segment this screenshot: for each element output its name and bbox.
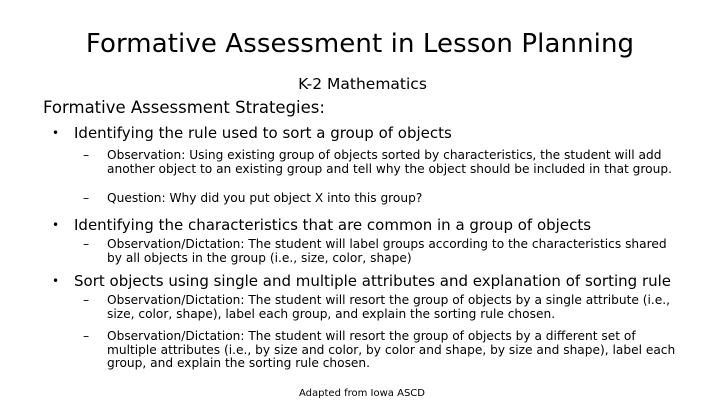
bullet-icon: •: [52, 274, 60, 288]
sub-item-text: Observation: Using existing group of objects sorted by characteristics, the student will add another object to an existing group and tell why the object should be included in that group.: [107, 148, 672, 176]
strategy-sub-item: [83, 192, 683, 206]
strategy-sub-item: [83, 294, 683, 321]
dash-icon: –: [83, 148, 90, 162]
dash-icon: –: [83, 329, 90, 343]
bullet-icon: •: [52, 126, 60, 140]
slide-subtitle: K-2 Mathematics: [298, 75, 427, 93]
strategy-label: Sort objects using single and multiple attributes and explanation of sorting rule: [74, 272, 672, 290]
sub-item-text: Question: Why did you put object X into this group?: [107, 191, 423, 205]
strategy-label: Identifying the rule used to sort a group of objects: [74, 124, 452, 142]
strategy-label: Identifying the characteristics that are common in a group of objects: [74, 216, 592, 234]
strategy-sub-item: [83, 238, 683, 265]
dash-icon: –: [83, 191, 90, 205]
strategy-sub-item: [83, 149, 683, 176]
strategy-sub-item: [83, 330, 683, 371]
bullet-icon: •: [52, 218, 60, 232]
dash-icon: –: [83, 293, 90, 307]
sub-item-text: Observation/Dictation: The student will label groups according to the characteristics shared by all objects in the group (i.e., size, color, shape): [107, 237, 667, 265]
dash-icon: –: [83, 237, 90, 251]
attribution-footer: Adapted from Iowa ASCD: [299, 388, 425, 399]
section-heading: Formative Assessment Strategies:: [43, 98, 325, 117]
sub-item-text: Observation/Dictation: The student will resort the group of objects by a single attribute (i.e., size, color, shape), label each group, and explain the sorting rule chosen.: [107, 293, 671, 321]
slide-title: Formative Assessment in Lesson Planning: [85, 29, 635, 59]
sub-item-text: Observation/Dictation: The student will resort the group of objects by a different set of multiple attributes (i.e., by size and color, by color and shape, by size and shape), label each group, and explain the sorting rule chosen.: [107, 329, 676, 370]
